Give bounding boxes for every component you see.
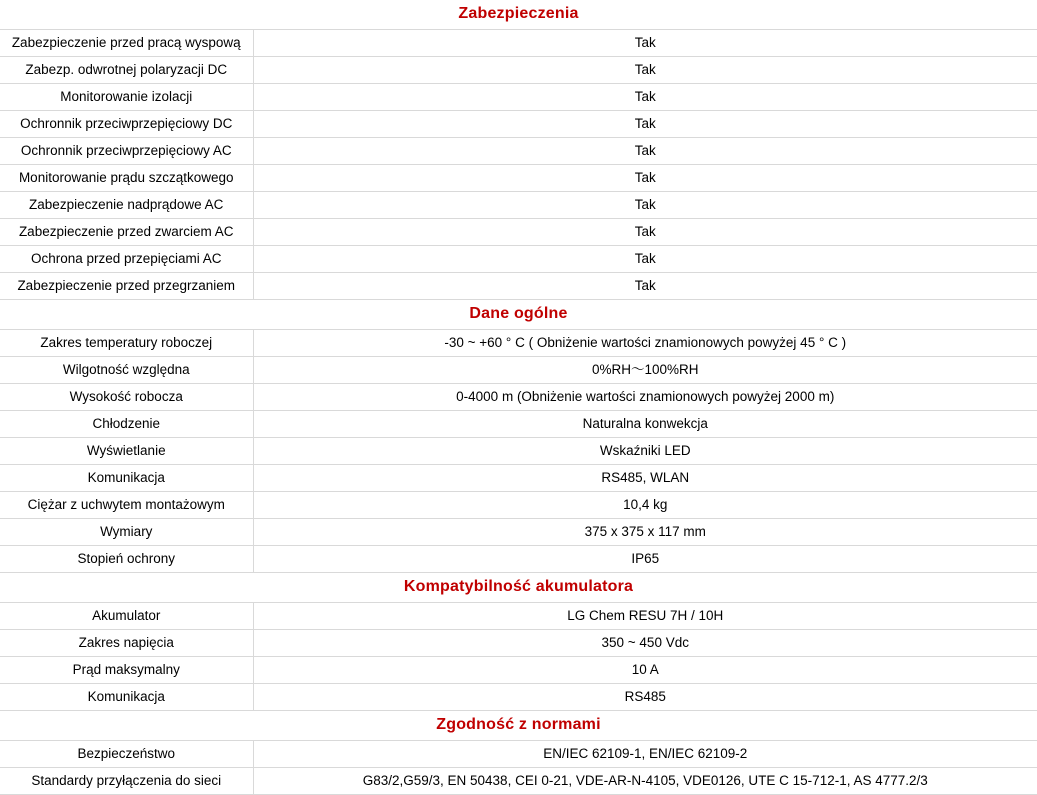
- spec-label: Ochrona przed przepięciami AC: [0, 246, 253, 273]
- spec-value: Tak: [253, 57, 1037, 84]
- spec-label: Monitorowanie prądu szczątkowego: [0, 165, 253, 192]
- table-row: [0, 57, 1037, 84]
- section-heading: Zgodność z normami: [0, 711, 1037, 741]
- table-row: [0, 519, 1037, 546]
- spec-label: Komunikacja: [0, 684, 253, 711]
- spec-value: 10,4 kg: [253, 492, 1037, 519]
- table-row: [0, 330, 1037, 357]
- spec-label: Zabezpieczenie przed zwarciem AC: [0, 219, 253, 246]
- spec-label: Bezpieczeństwo: [0, 741, 253, 768]
- spec-value: Naturalna konwekcja: [253, 411, 1037, 438]
- spec-value: RS485: [253, 684, 1037, 711]
- spec-label: Wilgotność względna: [0, 357, 253, 384]
- spec-label: Zabezp. odwrotnej polaryzacji DC: [0, 57, 253, 84]
- spec-value: 350 ~ 450 Vdc: [253, 630, 1037, 657]
- spec-value: 375 x 375 x 117 mm: [253, 519, 1037, 546]
- table-row: [0, 768, 1037, 795]
- spec-label: Chłodzenie: [0, 411, 253, 438]
- table-row: [0, 273, 1037, 300]
- spec-label: Ochronnik przeciwprzepięciowy DC: [0, 111, 253, 138]
- spec-label: Wysokość robocza: [0, 384, 253, 411]
- table-row: [0, 741, 1037, 768]
- table-row: [0, 684, 1037, 711]
- spec-label: Zabezpieczenie przed przegrzaniem: [0, 273, 253, 300]
- spec-label: Zabezpieczenie nadprądowe AC: [0, 192, 253, 219]
- table-row: [0, 246, 1037, 273]
- spec-label: Komunikacja: [0, 465, 253, 492]
- table-row: [0, 603, 1037, 630]
- section-heading: Kompatybilność akumulatora: [0, 573, 1037, 603]
- spec-label: Zakres napięcia: [0, 630, 253, 657]
- spec-label: Akumulator: [0, 603, 253, 630]
- table-row: [0, 192, 1037, 219]
- spec-label: Zabezpieczenie przed pracą wyspową: [0, 30, 253, 57]
- spec-value: Tak: [253, 111, 1037, 138]
- table-row: [0, 438, 1037, 465]
- table-row: [0, 384, 1037, 411]
- spec-label: Ochronnik przeciwprzepięciowy AC: [0, 138, 253, 165]
- table-row: [0, 546, 1037, 573]
- spec-value: -30 ~ +60 ° C ( Obniżenie wartości znamionowych powyżej 45 ° C ): [253, 330, 1037, 357]
- table-row: [0, 84, 1037, 111]
- table-row: [0, 111, 1037, 138]
- table-row: [0, 138, 1037, 165]
- table-row: [0, 219, 1037, 246]
- section-heading-row: [0, 0, 1037, 30]
- table-row: [0, 357, 1037, 384]
- spec-value: Wskaźniki LED: [253, 438, 1037, 465]
- spec-label: Wymiary: [0, 519, 253, 546]
- section-heading-row: [0, 573, 1037, 603]
- spec-value: Tak: [253, 30, 1037, 57]
- spec-value: G83/2,G59/3, EN 50438, CEI 0-21, VDE-AR-N-4105, VDE0126, UTE C 15-712-1, AS 4777.2/3: [253, 768, 1037, 795]
- section-heading: Dane ogólne: [0, 300, 1037, 330]
- spec-label: Ciężar z uchwytem montażowym: [0, 492, 253, 519]
- spec-value: 0-4000 m (Obniżenie wartości znamionowych powyżej 2000 m): [253, 384, 1037, 411]
- spec-value: Tak: [253, 192, 1037, 219]
- spec-label: Stopień ochrony: [0, 546, 253, 573]
- spec-value: 10 A: [253, 657, 1037, 684]
- spec-value: RS485, WLAN: [253, 465, 1037, 492]
- table-row: [0, 492, 1037, 519]
- spec-value: LG Chem RESU 7H / 10H: [253, 603, 1037, 630]
- spec-value: IP65: [253, 546, 1037, 573]
- spec-label: Zakres temperatury roboczej: [0, 330, 253, 357]
- spec-value: Tak: [253, 219, 1037, 246]
- spec-value: Tak: [253, 165, 1037, 192]
- spec-label: Standardy przyłączenia do sieci: [0, 768, 253, 795]
- spec-label: Wyświetlanie: [0, 438, 253, 465]
- spec-label: Monitorowanie izolacji: [0, 84, 253, 111]
- table-row: [0, 657, 1037, 684]
- section-heading-row: [0, 300, 1037, 330]
- spec-value: EN/IEC 62109-1, EN/IEC 62109-2: [253, 741, 1037, 768]
- section-heading: Zabezpieczenia: [0, 0, 1037, 30]
- table-row: [0, 165, 1037, 192]
- spec-value: Tak: [253, 246, 1037, 273]
- spec-value: Tak: [253, 84, 1037, 111]
- table-row: [0, 30, 1037, 57]
- spec-value: Tak: [253, 138, 1037, 165]
- table-row: [0, 465, 1037, 492]
- spec-label: Prąd maksymalny: [0, 657, 253, 684]
- table-row: [0, 411, 1037, 438]
- table-row: [0, 630, 1037, 657]
- spec-value: Tak: [253, 273, 1037, 300]
- section-heading-row: [0, 711, 1037, 741]
- spec-value: 0%RH～100%RH: [253, 357, 1037, 384]
